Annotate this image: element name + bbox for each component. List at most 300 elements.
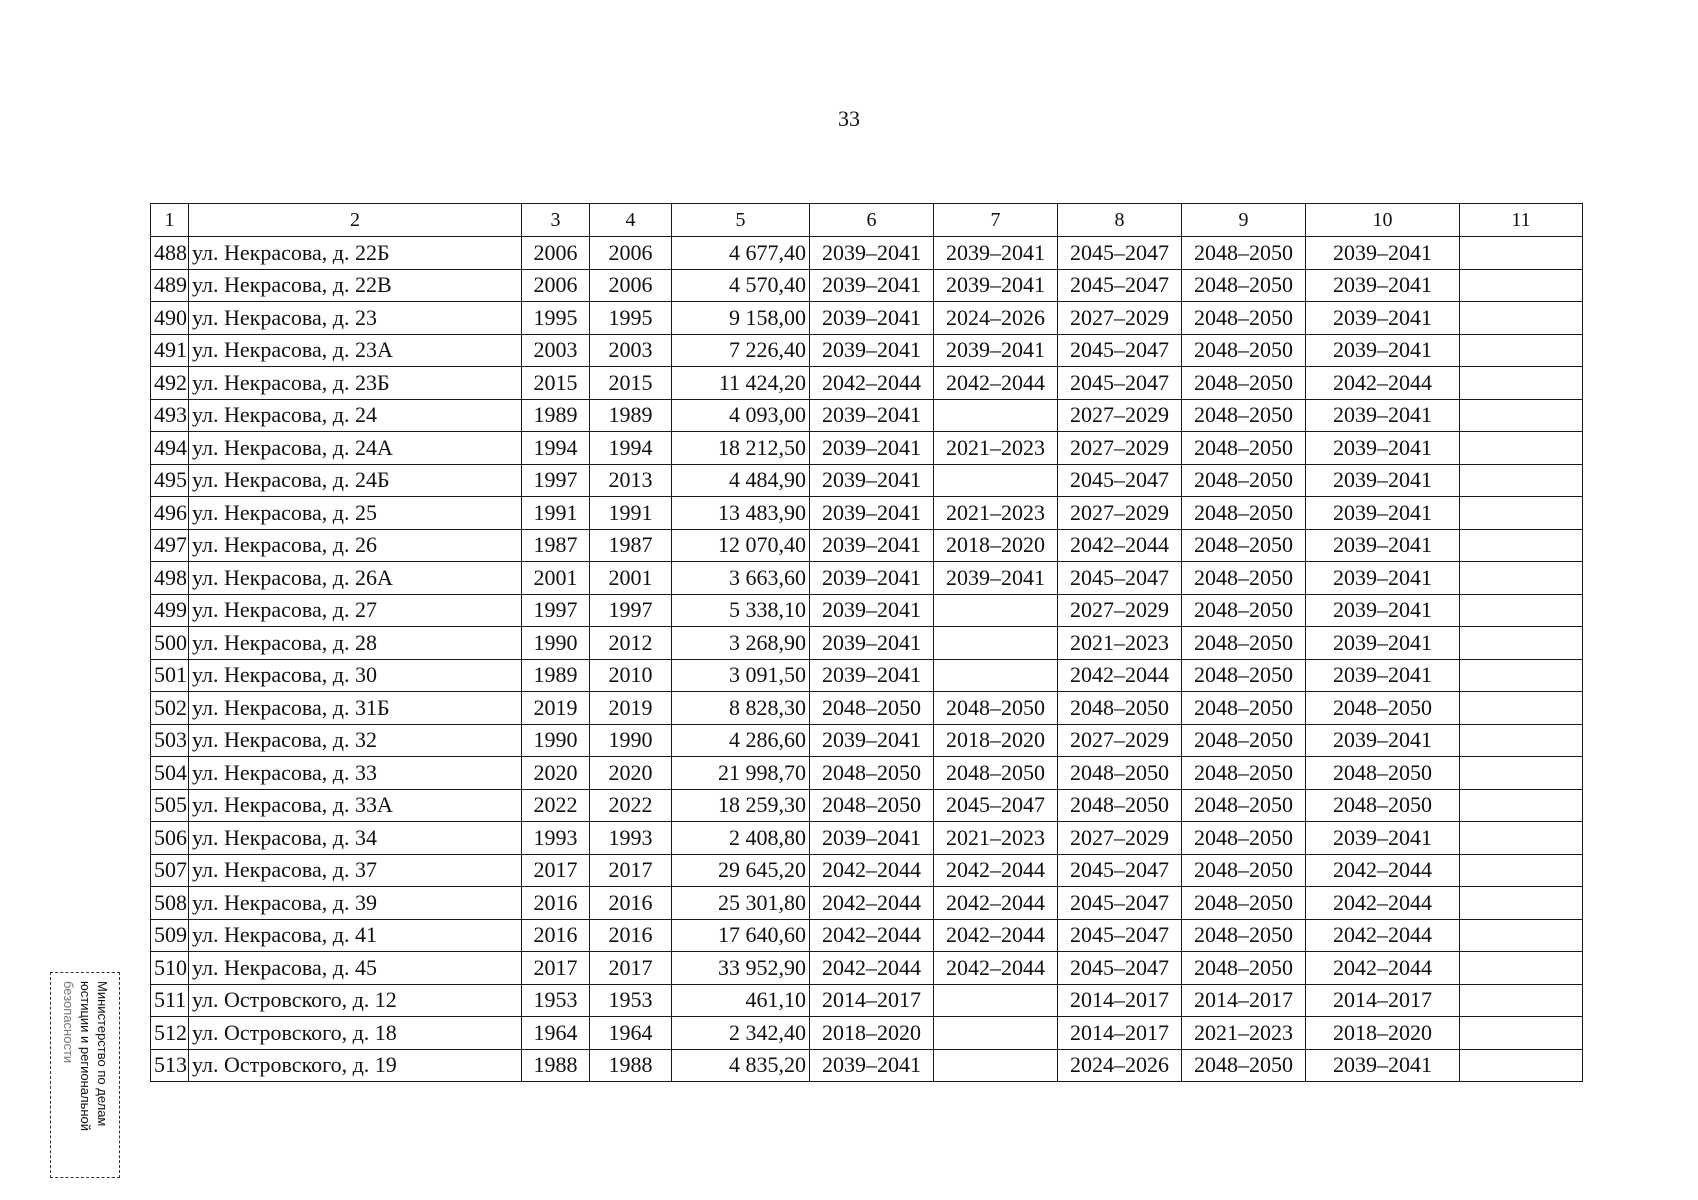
year-commissioned-cell: 1953 [590,984,672,1017]
period-col-8-cell: 2045–2047 [1058,919,1182,952]
address-cell: ул. Некрасова, д. 26А [189,562,522,595]
column-header-10: 10 [1306,204,1460,237]
address-cell: ул. Некрасова, д. 28 [189,627,522,660]
note-cell [1460,399,1583,432]
period-col-6-cell: 2039–2041 [810,302,934,335]
period-col-6-cell: 2039–2041 [810,497,934,530]
period-col-6-cell: 2039–2041 [810,334,934,367]
period-col-8-cell: 2024–2026 [1058,1049,1182,1082]
area-cell: 4 093,00 [672,399,810,432]
table-row [151,919,1583,952]
period-col-7-cell: 2042–2044 [934,919,1058,952]
period-col-6-cell: 2048–2050 [810,789,934,822]
period-col-8-cell: 2042–2044 [1058,529,1182,562]
area-cell: 21 998,70 [672,757,810,790]
year-built-cell: 1988 [522,1049,590,1082]
period-col-6-cell: 2039–2041 [810,399,934,432]
column-header-8: 8 [1058,204,1182,237]
year-commissioned-cell: 2019 [590,692,672,725]
year-commissioned-cell: 2017 [590,854,672,887]
period-col-8-cell: 2027–2029 [1058,497,1182,530]
period-col-6-cell: 2039–2041 [810,822,934,855]
period-col-6-cell: 2042–2044 [810,367,934,400]
period-col-9-cell: 2048–2050 [1182,887,1306,920]
period-col-10-cell: 2039–2041 [1306,594,1460,627]
address-cell: ул. Некрасова, д. 25 [189,497,522,530]
period-col-7-cell: 2045–2047 [934,789,1058,822]
period-col-10-cell: 2039–2041 [1306,237,1460,270]
period-col-6-cell: 2039–2041 [810,724,934,757]
period-col-7-cell: 2042–2044 [934,952,1058,985]
period-col-10-cell: 2039–2041 [1306,302,1460,335]
row-number-cell: 508 [151,887,189,920]
year-built-cell: 1994 [522,432,590,465]
period-col-9-cell: 2048–2050 [1182,659,1306,692]
year-built-cell: 1995 [522,302,590,335]
area-cell: 3 091,50 [672,659,810,692]
address-cell: ул. Некрасова, д. 22Б [189,237,522,270]
period-col-8-cell: 2045–2047 [1058,237,1182,270]
note-cell [1460,562,1583,595]
period-col-6-cell: 2039–2041 [810,529,934,562]
period-col-8-cell: 2027–2029 [1058,822,1182,855]
area-cell: 25 301,80 [672,887,810,920]
period-col-6-cell: 2039–2041 [810,432,934,465]
housing-table [150,203,1583,1082]
period-col-6-cell: 2039–2041 [810,237,934,270]
address-cell: ул. Некрасова, д. 33 [189,757,522,790]
table-row [151,789,1583,822]
year-built-cell: 2019 [522,692,590,725]
period-col-10-cell: 2039–2041 [1306,334,1460,367]
period-col-8-cell: 2045–2047 [1058,562,1182,595]
note-cell [1460,237,1583,270]
year-commissioned-cell: 1990 [590,724,672,757]
period-col-8-cell: 2014–2017 [1058,984,1182,1017]
row-number-cell: 506 [151,822,189,855]
column-header-9: 9 [1182,204,1306,237]
table-row [151,367,1583,400]
area-cell: 18 212,50 [672,432,810,465]
area-cell: 12 070,40 [672,529,810,562]
year-commissioned-cell: 2006 [590,269,672,302]
row-number-cell: 505 [151,789,189,822]
table-row [151,432,1583,465]
year-commissioned-cell: 2015 [590,367,672,400]
period-col-10-cell: 2042–2044 [1306,367,1460,400]
row-number-cell: 509 [151,919,189,952]
table-row [151,464,1583,497]
period-col-7-cell [934,1049,1058,1082]
year-commissioned-cell: 1988 [590,1049,672,1082]
year-built-cell: 2015 [522,367,590,400]
period-col-9-cell: 2021–2023 [1182,1017,1306,1050]
note-cell [1460,789,1583,822]
period-col-7-cell: 2048–2050 [934,692,1058,725]
area-cell: 18 259,30 [672,789,810,822]
year-built-cell: 2016 [522,887,590,920]
column-header-6: 6 [810,204,934,237]
note-cell [1460,1017,1583,1050]
year-built-cell: 1993 [522,822,590,855]
period-col-7-cell: 2021–2023 [934,822,1058,855]
address-cell: ул. Некрасова, д. 27 [189,594,522,627]
period-col-7-cell: 2018–2020 [934,529,1058,562]
year-built-cell: 2017 [522,854,590,887]
address-cell: ул. Некрасова, д. 26 [189,529,522,562]
note-cell [1460,854,1583,887]
table-row [151,952,1583,985]
year-commissioned-cell: 2010 [590,659,672,692]
area-cell: 33 952,90 [672,952,810,985]
year-built-cell: 1990 [522,627,590,660]
period-col-7-cell: 2018–2020 [934,724,1058,757]
address-cell: ул. Некрасова, д. 24А [189,432,522,465]
note-cell [1460,984,1583,1017]
address-cell: ул. Некрасова, д. 31Б [189,692,522,725]
area-cell: 4 570,40 [672,269,810,302]
period-col-6-cell: 2042–2044 [810,952,934,985]
period-col-8-cell: 2048–2050 [1058,789,1182,822]
period-col-10-cell: 2042–2044 [1306,952,1460,985]
area-cell: 4 484,90 [672,464,810,497]
address-cell: ул. Некрасова, д. 23Б [189,367,522,400]
year-built-cell: 1953 [522,984,590,1017]
period-col-7-cell: 2039–2041 [934,237,1058,270]
area-cell: 11 424,20 [672,367,810,400]
period-col-8-cell: 2045–2047 [1058,367,1182,400]
period-col-9-cell: 2048–2050 [1182,724,1306,757]
note-cell [1460,334,1583,367]
period-col-10-cell: 2039–2041 [1306,399,1460,432]
area-cell: 9 158,00 [672,302,810,335]
period-col-8-cell: 2027–2029 [1058,302,1182,335]
period-col-6-cell: 2042–2044 [810,919,934,952]
note-cell [1460,367,1583,400]
row-number-cell: 494 [151,432,189,465]
period-col-10-cell: 2039–2041 [1306,269,1460,302]
area-cell: 17 640,60 [672,919,810,952]
period-col-8-cell: 2021–2023 [1058,627,1182,660]
period-col-8-cell: 2048–2050 [1058,692,1182,725]
year-built-cell: 1989 [522,399,590,432]
period-col-10-cell: 2048–2050 [1306,757,1460,790]
period-col-10-cell: 2039–2041 [1306,432,1460,465]
period-col-10-cell: 2018–2020 [1306,1017,1460,1050]
period-col-9-cell: 2048–2050 [1182,757,1306,790]
row-number-cell: 491 [151,334,189,367]
table-row [151,887,1583,920]
period-col-8-cell: 2045–2047 [1058,952,1182,985]
period-col-8-cell: 2027–2029 [1058,399,1182,432]
note-cell [1460,822,1583,855]
area-cell: 29 645,20 [672,854,810,887]
row-number-cell: 512 [151,1017,189,1050]
period-col-9-cell: 2048–2050 [1182,464,1306,497]
period-col-10-cell: 2042–2044 [1306,887,1460,920]
year-commissioned-cell: 1995 [590,302,672,335]
note-cell [1460,529,1583,562]
year-commissioned-cell: 2016 [590,919,672,952]
period-col-9-cell: 2048–2050 [1182,237,1306,270]
period-col-9-cell: 2048–2050 [1182,399,1306,432]
year-commissioned-cell: 1993 [590,822,672,855]
table-row [151,562,1583,595]
year-built-cell: 2020 [522,757,590,790]
year-commissioned-cell: 2003 [590,334,672,367]
period-col-10-cell: 2039–2041 [1306,627,1460,660]
year-commissioned-cell: 1989 [590,399,672,432]
row-number-cell: 490 [151,302,189,335]
period-col-8-cell: 2045–2047 [1058,334,1182,367]
ministry-stamp [50,972,120,1178]
period-col-9-cell: 2048–2050 [1182,822,1306,855]
address-cell: ул. Некрасова, д. 23 [189,302,522,335]
period-col-8-cell: 2045–2047 [1058,854,1182,887]
table-row [151,984,1583,1017]
address-cell: ул. Некрасова, д. 30 [189,659,522,692]
row-number-cell: 507 [151,854,189,887]
column-header-4: 4 [590,204,672,237]
note-cell [1460,269,1583,302]
area-cell: 461,10 [672,984,810,1017]
period-col-7-cell: 2042–2044 [934,367,1058,400]
year-built-cell: 2001 [522,562,590,595]
address-cell: ул. Некрасова, д. 41 [189,919,522,952]
year-commissioned-cell: 2017 [590,952,672,985]
area-cell: 3 268,90 [672,627,810,660]
period-col-7-cell [934,659,1058,692]
year-built-cell: 1987 [522,529,590,562]
period-col-9-cell: 2048–2050 [1182,367,1306,400]
table-row [151,269,1583,302]
period-col-9-cell: 2048–2050 [1182,789,1306,822]
column-header-1: 1 [151,204,189,237]
table-row [151,334,1583,367]
address-cell: ул. Некрасова, д. 45 [189,952,522,985]
period-col-10-cell: 2039–2041 [1306,529,1460,562]
year-commissioned-cell: 1997 [590,594,672,627]
period-col-10-cell: 2042–2044 [1306,919,1460,952]
table-row [151,529,1583,562]
year-built-cell: 1990 [522,724,590,757]
period-col-6-cell: 2039–2041 [810,562,934,595]
period-col-8-cell: 2027–2029 [1058,432,1182,465]
year-commissioned-cell: 2020 [590,757,672,790]
period-col-7-cell: 2039–2041 [934,269,1058,302]
note-cell [1460,302,1583,335]
period-col-9-cell: 2048–2050 [1182,692,1306,725]
row-number-cell: 501 [151,659,189,692]
table-row [151,1049,1583,1082]
period-col-9-cell: 2048–2050 [1182,952,1306,985]
stamp-line-3: безопасности [61,981,77,1064]
address-cell: ул. Некрасова, д. 23А [189,334,522,367]
area-cell: 4 835,20 [672,1049,810,1082]
period-col-8-cell: 2027–2029 [1058,594,1182,627]
period-col-10-cell: 2042–2044 [1306,854,1460,887]
row-number-cell: 500 [151,627,189,660]
area-cell: 2 342,40 [672,1017,810,1050]
year-commissioned-cell: 1987 [590,529,672,562]
note-cell [1460,692,1583,725]
table-row [151,757,1583,790]
stamp-line-1: Министерство по делам [95,981,111,1127]
period-col-7-cell: 2039–2041 [934,334,1058,367]
year-built-cell: 1991 [522,497,590,530]
period-col-10-cell: 2039–2041 [1306,562,1460,595]
period-col-7-cell [934,627,1058,660]
address-cell: ул. Некрасова, д. 24 [189,399,522,432]
column-header-2: 2 [189,204,522,237]
year-commissioned-cell: 2012 [590,627,672,660]
table-row [151,399,1583,432]
period-col-10-cell: 2048–2050 [1306,692,1460,725]
note-cell [1460,432,1583,465]
year-built-cell: 1997 [522,464,590,497]
period-col-10-cell: 2014–2017 [1306,984,1460,1017]
period-col-9-cell: 2048–2050 [1182,497,1306,530]
period-col-8-cell: 2042–2044 [1058,659,1182,692]
year-built-cell: 1997 [522,594,590,627]
period-col-10-cell: 2039–2041 [1306,822,1460,855]
year-commissioned-cell: 2001 [590,562,672,595]
period-col-9-cell: 2048–2050 [1182,529,1306,562]
period-col-7-cell [934,464,1058,497]
area-cell: 2 408,80 [672,822,810,855]
note-cell [1460,919,1583,952]
period-col-6-cell: 2039–2041 [810,1049,934,1082]
period-col-6-cell: 2014–2017 [810,984,934,1017]
period-col-8-cell: 2048–2050 [1058,757,1182,790]
period-col-8-cell: 2027–2029 [1058,724,1182,757]
table-row [151,854,1583,887]
area-cell: 13 483,90 [672,497,810,530]
period-col-7-cell [934,399,1058,432]
period-col-6-cell: 2039–2041 [810,659,934,692]
period-col-9-cell: 2048–2050 [1182,919,1306,952]
row-number-cell: 495 [151,464,189,497]
period-col-8-cell: 2045–2047 [1058,887,1182,920]
period-col-6-cell: 2039–2041 [810,627,934,660]
row-number-cell: 492 [151,367,189,400]
year-built-cell: 2017 [522,952,590,985]
row-number-cell: 503 [151,724,189,757]
period-col-9-cell: 2048–2050 [1182,562,1306,595]
period-col-10-cell: 2039–2041 [1306,464,1460,497]
year-commissioned-cell: 1991 [590,497,672,530]
period-col-7-cell: 2048–2050 [934,757,1058,790]
table-row [151,1017,1583,1050]
table-row [151,497,1583,530]
period-col-9-cell: 2048–2050 [1182,594,1306,627]
table-body [151,237,1583,1082]
address-cell: ул. Некрасова, д. 33А [189,789,522,822]
row-number-cell: 493 [151,399,189,432]
period-col-7-cell [934,984,1058,1017]
year-commissioned-cell: 1994 [590,432,672,465]
period-col-9-cell: 2048–2050 [1182,302,1306,335]
column-header-11: 11 [1460,204,1583,237]
column-number-row [151,204,1583,237]
year-commissioned-cell: 2013 [590,464,672,497]
period-col-10-cell: 2039–2041 [1306,659,1460,692]
period-col-6-cell: 2039–2041 [810,594,934,627]
row-number-cell: 499 [151,594,189,627]
period-col-8-cell: 2045–2047 [1058,269,1182,302]
stamp-line-2: юстиции и региональной [78,981,94,1132]
area-cell: 5 338,10 [672,594,810,627]
table-row [151,822,1583,855]
year-built-cell: 2006 [522,269,590,302]
table-row [151,692,1583,725]
row-number-cell: 497 [151,529,189,562]
period-col-7-cell: 2042–2044 [934,854,1058,887]
period-col-10-cell: 2039–2041 [1306,497,1460,530]
address-cell: ул. Некрасова, д. 39 [189,887,522,920]
row-number-cell: 510 [151,952,189,985]
year-commissioned-cell: 2006 [590,237,672,270]
period-col-10-cell: 2039–2041 [1306,724,1460,757]
period-col-6-cell: 2048–2050 [810,692,934,725]
period-col-6-cell: 2039–2041 [810,464,934,497]
address-cell: ул. Островского, д. 19 [189,1049,522,1082]
period-col-7-cell: 2021–2023 [934,497,1058,530]
year-built-cell: 1989 [522,659,590,692]
row-number-cell: 504 [151,757,189,790]
period-col-9-cell: 2048–2050 [1182,1049,1306,1082]
address-cell: ул. Островского, д. 12 [189,984,522,1017]
note-cell [1460,659,1583,692]
address-cell: ул. Островского, д. 18 [189,1017,522,1050]
table-header [151,204,1583,237]
year-built-cell: 1964 [522,1017,590,1050]
area-cell: 8 828,30 [672,692,810,725]
note-cell [1460,497,1583,530]
year-built-cell: 2006 [522,237,590,270]
address-cell: ул. Некрасова, д. 24Б [189,464,522,497]
year-commissioned-cell: 2016 [590,887,672,920]
period-col-9-cell: 2048–2050 [1182,432,1306,465]
note-cell [1460,464,1583,497]
row-number-cell: 511 [151,984,189,1017]
note-cell [1460,594,1583,627]
column-header-5: 5 [672,204,810,237]
period-col-7-cell: 2021–2023 [934,432,1058,465]
address-cell: ул. Некрасова, д. 32 [189,724,522,757]
note-cell [1460,1049,1583,1082]
period-col-9-cell: 2014–2017 [1182,984,1306,1017]
note-cell [1460,887,1583,920]
table-row [151,302,1583,335]
period-col-9-cell: 2048–2050 [1182,334,1306,367]
period-col-6-cell: 2042–2044 [810,854,934,887]
period-col-6-cell: 2018–2020 [810,1017,934,1050]
row-number-cell: 489 [151,269,189,302]
period-col-7-cell: 2039–2041 [934,562,1058,595]
row-number-cell: 496 [151,497,189,530]
table-row [151,724,1583,757]
period-col-7-cell: 2024–2026 [934,302,1058,335]
note-cell [1460,627,1583,660]
row-number-cell: 498 [151,562,189,595]
address-cell: ул. Некрасова, д. 22В [189,269,522,302]
period-col-8-cell: 2014–2017 [1058,1017,1182,1050]
note-cell [1460,724,1583,757]
period-col-8-cell: 2045–2047 [1058,464,1182,497]
period-col-9-cell: 2048–2050 [1182,627,1306,660]
stamp-text [51,973,121,1179]
